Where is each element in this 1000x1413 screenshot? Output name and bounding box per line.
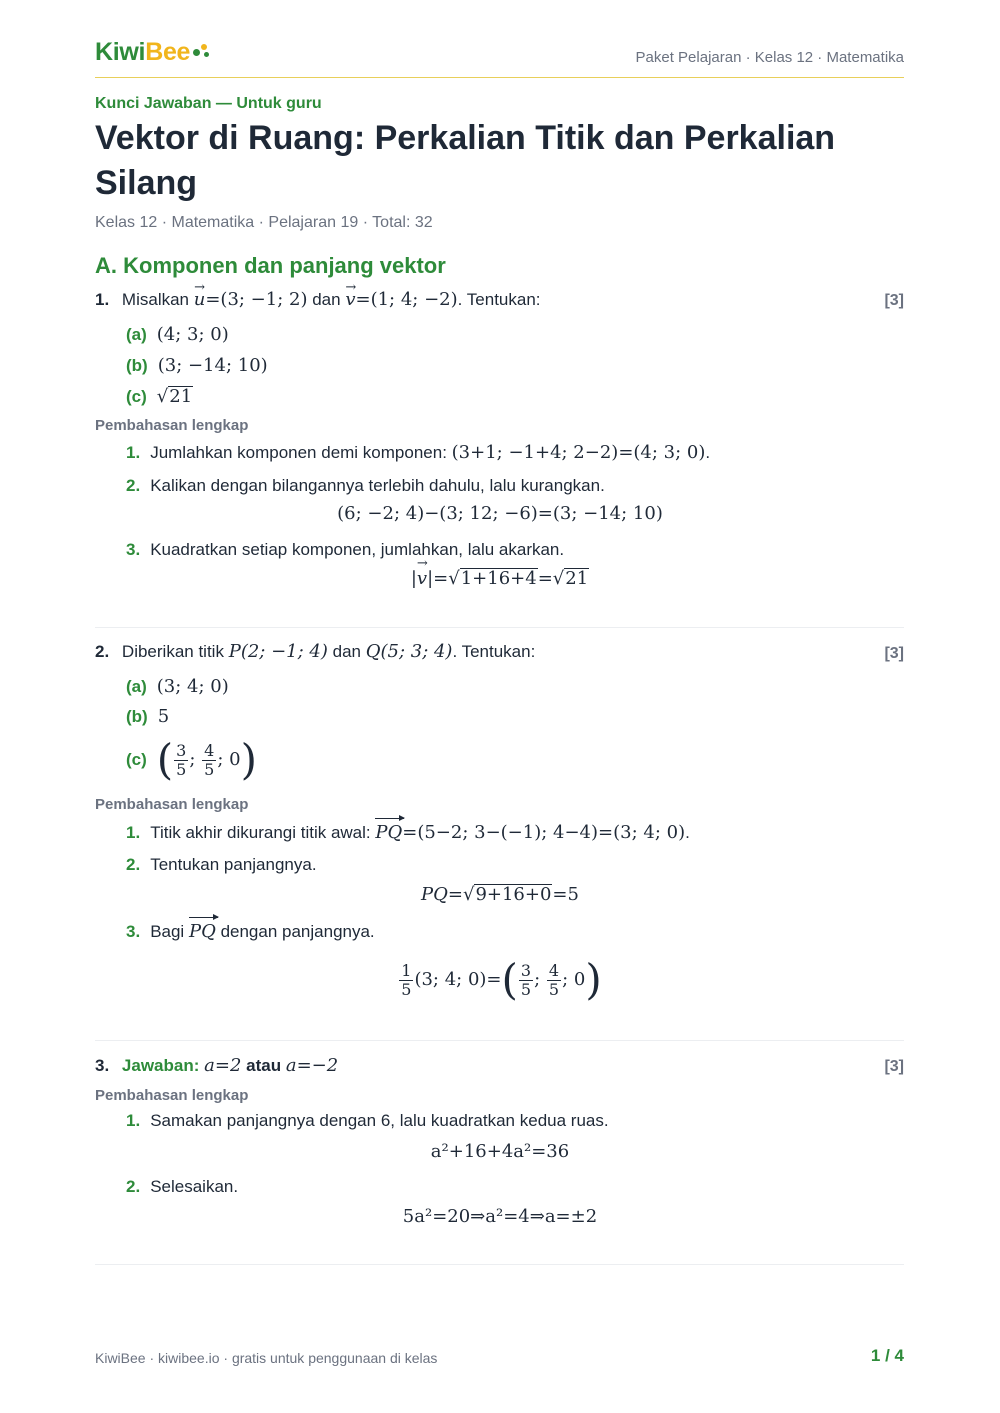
section-a-title: A. Komponen dan panjang vektor <box>95 253 446 278</box>
question-1: 1. Misalkan → u=(3; −1; 2) dan → v=(1; 4; −2). Tentukan: <box>95 288 541 312</box>
answer-label: Jawaban: <box>121 1056 200 1075</box>
option-1a: (a) (4; 3; 0) <box>126 324 229 345</box>
logo-dots-icon <box>193 44 211 60</box>
page-title: Vektor di Ruang: Perkalian Titik dan Perkalian Silang <box>95 119 836 202</box>
question-number: 1. <box>95 290 110 309</box>
q2-step-2: 2. Tentukan panjangnya. <box>126 855 317 874</box>
footer-credits: KiwiBee · kiwibee.io · gratis untuk penggunaan di kelas <box>95 1350 438 1366</box>
question-1-marks: [3] <box>884 292 904 309</box>
q1-step-2: 2. Kalikan dengan bilangannya terlebih dahulu, lalu kurangkan. <box>126 476 605 495</box>
q2-step-2-equation: PQ=√9+16+0=5 <box>421 884 579 905</box>
lesson-meta: Kelas 12 · Matematika · Pelajaran 19 · Total: 32 <box>95 214 433 231</box>
option-2b: (b) 5 <box>126 706 170 727</box>
solution-label-2: Pembahasan lengkap <box>95 796 249 813</box>
q2-step-3-equation: $\frac{1}{5}$ (3; 4; 0)=( $\frac{3}{5}$ ; $\frac{4}{5}$ ; 0) <box>401 955 602 1004</box>
q3-step-2-equation: 5a²=20⇒a²=4⇒a=±2 <box>402 1206 598 1227</box>
kiwibee-logo <box>95 38 211 67</box>
vector-v: → v <box>345 288 355 312</box>
question-2-marks: [3] <box>884 645 904 662</box>
question-3-marks: [3] <box>884 1058 904 1075</box>
option-1c: (c) √21 <box>126 386 193 407</box>
q1-step-2-equation: (6; −2; 4)−(3; 12; −6)=(3; −14; 10) <box>337 503 663 524</box>
logo-text-bee: Bee <box>145 38 191 66</box>
page-header <box>95 36 904 78</box>
solution-label-1: Pembahasan lengkap <box>95 417 249 434</box>
divider <box>95 1264 904 1265</box>
option-1b: (b) (3; −14; 10) <box>126 355 268 376</box>
question-3: 3. Jawaban: a=2 atau a=−2 <box>95 1055 339 1076</box>
question-2: 2. Diberikan titik P(2; −1; 4) dan Q(5; 3; 4). Tentukan: <box>95 641 536 662</box>
answer-key-label: Kunci Jawaban — Untuk guru <box>95 95 322 112</box>
solution-label-3: Pembahasan lengkap <box>95 1087 249 1104</box>
question-number: 2. <box>95 642 110 661</box>
page-number: 1 / 4 <box>870 1346 904 1365</box>
header-meta: Paket Pelajaran · Kelas 12 · Matematika <box>635 49 904 66</box>
divider <box>95 1040 904 1041</box>
q2-step-1: 1. Titik akhir dikurangi titik awal: PQ=(5−2; 3−(−1); 4−4)=(3; 4; 0). <box>126 822 690 843</box>
logo-text-kiwi: Kiwi <box>95 38 146 66</box>
divider <box>95 627 904 628</box>
option-2a: (a) (3; 4; 0) <box>126 676 229 697</box>
option-2c: (c) ( $\frac{3}{5}$ ; $\frac{4}{5}$ ; 0) <box>126 735 257 784</box>
q1-step-3-equation: |→ v|=√1+16+4=√21 <box>0 568 1000 589</box>
q3-step-2: 2. Selesaikan. <box>126 1177 239 1196</box>
q2-step-3: 3. Bagi PQ dengan panjangnya. <box>126 921 375 942</box>
q1-step-3: 3. Kuadratkan setiap komponen, jumlahkan, lalu akarkan. <box>126 540 565 559</box>
q3-step-1: 1. Samakan panjangnya dengan 6, lalu kuadratkan kedua ruas. <box>126 1111 609 1130</box>
q3-step-1-equation: a²+16+4a²=36 <box>430 1141 570 1162</box>
question-number: 3. <box>95 1056 110 1075</box>
vector-u: → u <box>194 288 206 312</box>
point-p: P(2; −1; 4) <box>228 641 328 662</box>
q1-step-1: 1. Jumlahkan komponen demi komponen: (3+1; −1+4; 2−2)=(4; 3; 0). <box>126 442 711 463</box>
point-q: Q(5; 3; 4) <box>365 641 453 662</box>
